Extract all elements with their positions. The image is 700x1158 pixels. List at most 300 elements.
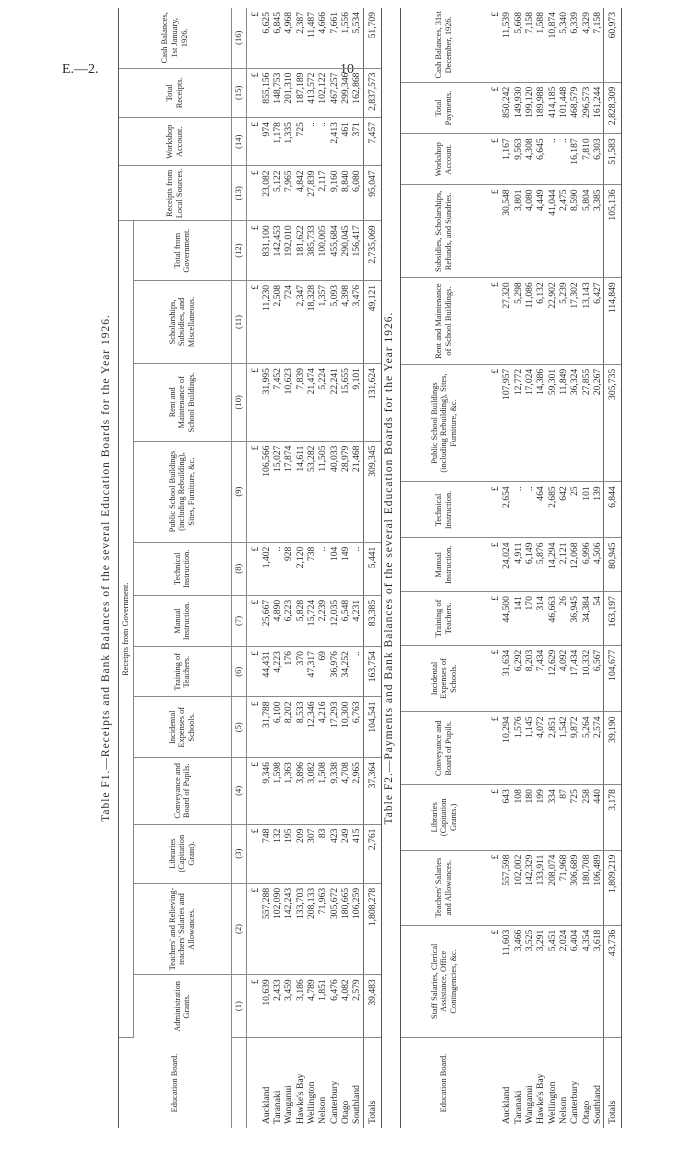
page-number: 10 bbox=[340, 62, 354, 77]
value-cell: 4,223 bbox=[272, 647, 283, 697]
value-cell: 36,324 bbox=[569, 364, 580, 482]
total-cell: 43,736 bbox=[604, 925, 622, 1037]
board-name: Nelson bbox=[557, 1096, 569, 1124]
value-cell: 107,957 bbox=[501, 364, 512, 482]
value-cell: 25 bbox=[569, 482, 580, 538]
f1-col-header: Receipts from Local Sources. bbox=[119, 166, 231, 221]
value-cell: 4,789 bbox=[306, 975, 317, 1038]
value-cell: 31,634 bbox=[501, 645, 512, 712]
value-cell: 13,143 bbox=[581, 278, 592, 365]
value-cell: 6,625 bbox=[261, 8, 272, 68]
value-cell: 7,839 bbox=[295, 364, 306, 442]
value-cell: 1,335 bbox=[283, 118, 294, 166]
value-cell: 415 bbox=[351, 824, 363, 883]
value-cell: .. bbox=[272, 542, 283, 595]
value-cell: 440 bbox=[592, 785, 604, 851]
value-cell: 17,874 bbox=[283, 441, 294, 542]
value-cell: 3,618 bbox=[592, 925, 604, 1037]
value-cell: 307 bbox=[306, 824, 317, 883]
value-cell: 371 bbox=[351, 118, 363, 166]
value-cell: 6,567 bbox=[592, 645, 604, 712]
value-cell: .. bbox=[317, 542, 328, 595]
value-cell: 189,988 bbox=[535, 82, 546, 134]
value-cell: 5,804 bbox=[581, 185, 592, 278]
currency-symbol: £ bbox=[246, 118, 261, 166]
board-name: Canterbury bbox=[328, 1080, 340, 1124]
value-cell: 3,466 bbox=[513, 925, 524, 1037]
value-cell: 1,167 bbox=[501, 134, 512, 185]
board-name: Wanganui bbox=[283, 1085, 295, 1124]
f1-col-header: Manual Instruction. bbox=[133, 595, 231, 646]
currency-symbol: £ bbox=[246, 8, 261, 68]
currency-symbol: £ bbox=[246, 166, 261, 221]
value-cell: 44,431 bbox=[261, 647, 272, 697]
value-cell: 7,452 bbox=[272, 364, 283, 442]
total-cell: 5,441 bbox=[363, 542, 381, 595]
value-cell: 306,689 bbox=[569, 850, 580, 925]
f2-col-header: Cash Balances, 31st December, 1926. bbox=[401, 8, 487, 82]
value-cell: 8,202 bbox=[283, 697, 294, 758]
value-cell: 20,267 bbox=[592, 364, 604, 482]
currency-symbol: £ bbox=[487, 82, 501, 134]
total-cell: 95,047 bbox=[363, 166, 381, 221]
value-cell: 5,340 bbox=[558, 8, 569, 82]
f2-col-header: Conveyance and Board of Pupils. bbox=[401, 712, 487, 785]
f1-col-header: Conveyance and Board of Pupils. bbox=[133, 758, 231, 825]
value-cell: 4,968 bbox=[283, 8, 294, 68]
value-cell: 180,708 bbox=[581, 850, 592, 925]
board-name: Southland bbox=[351, 1085, 363, 1124]
f1-col-header: Incidental Expenses of Schools. bbox=[133, 697, 231, 758]
value-cell: 2,387 bbox=[295, 8, 306, 68]
value-cell: 9,872 bbox=[569, 712, 580, 785]
table-row bbox=[317, 8, 328, 1128]
value-cell: 7,661 bbox=[329, 8, 340, 68]
currency-symbol: £ bbox=[487, 134, 501, 185]
value-cell: 199 bbox=[535, 785, 546, 851]
f2-col-header: Public School Buildings (including Rebuilding), Sites, Furniture, &c. bbox=[401, 364, 487, 482]
table-f1-title: Table F1.—Receipts and Bank Balances of the several Education Boards for the Year 1926. bbox=[100, 314, 112, 822]
value-cell: 31,995 bbox=[261, 364, 272, 442]
column-number: (9) bbox=[231, 441, 246, 542]
value-cell: 83 bbox=[317, 824, 328, 883]
value-cell: 2,121 bbox=[558, 538, 569, 592]
value-cell: 6,132 bbox=[535, 278, 546, 365]
value-cell: 4,398 bbox=[340, 280, 351, 363]
value-cell: 724 bbox=[283, 280, 294, 363]
total-cell: 49,121 bbox=[363, 280, 381, 363]
value-cell: 1,145 bbox=[524, 712, 535, 785]
total-cell: 1,809,219 bbox=[604, 850, 622, 925]
board-name: Taranaki bbox=[512, 1090, 524, 1124]
currency-row bbox=[487, 8, 501, 1128]
currency-symbol: £ bbox=[487, 850, 501, 925]
value-cell: .. bbox=[524, 482, 535, 538]
table-row bbox=[524, 8, 535, 1128]
currency-symbol: £ bbox=[487, 645, 501, 712]
value-cell: 725 bbox=[569, 785, 580, 851]
value-cell: 6,476 bbox=[329, 975, 340, 1038]
value-cell: 1,357 bbox=[317, 280, 328, 363]
table-row bbox=[558, 8, 569, 1128]
currency-symbol: £ bbox=[246, 883, 261, 974]
f2-col-header: Technical Instruction. bbox=[401, 482, 487, 538]
value-cell: 180 bbox=[524, 785, 535, 851]
currency-symbol: £ bbox=[246, 364, 261, 442]
total-cell: 7,457 bbox=[363, 118, 381, 166]
value-cell: 2,685 bbox=[547, 482, 558, 538]
value-cell: 148,753 bbox=[272, 68, 283, 118]
value-cell: 22,902 bbox=[547, 278, 558, 365]
value-cell: 181,622 bbox=[295, 221, 306, 281]
report-code: E.—2. bbox=[62, 62, 99, 77]
value-cell: 557,288 bbox=[261, 883, 272, 974]
value-cell: 5,451 bbox=[547, 925, 558, 1037]
table-row bbox=[340, 8, 351, 1128]
column-number: (4) bbox=[231, 758, 246, 825]
total-cell: 2,828,309 bbox=[604, 82, 622, 134]
value-cell: 413,572 bbox=[306, 68, 317, 118]
value-cell: 2,024 bbox=[558, 925, 569, 1037]
value-cell: 5,093 bbox=[329, 280, 340, 363]
value-cell: 17,302 bbox=[569, 278, 580, 365]
value-cell: 7,965 bbox=[283, 166, 294, 221]
f1-col-header: Public School Buildings (including Rebuilding), Sites, Furniture, &c. bbox=[133, 441, 231, 542]
value-cell: 385,733 bbox=[306, 221, 317, 281]
value-cell: 40,033 bbox=[329, 441, 340, 542]
value-cell: 12,772 bbox=[513, 364, 524, 482]
value-cell: .. bbox=[513, 482, 524, 538]
total-cell: 80,945 bbox=[604, 538, 622, 592]
f1-col-header: Scholarships, Subsidies, and Miscellaneous. bbox=[133, 280, 231, 363]
value-cell: 2,117 bbox=[317, 166, 328, 221]
value-cell: 2,239 bbox=[317, 595, 328, 646]
column-number: (13) bbox=[231, 166, 246, 221]
column-number: (16) bbox=[231, 8, 246, 68]
value-cell: 7,434 bbox=[535, 645, 546, 712]
value-cell: 5,224 bbox=[317, 364, 328, 442]
total-cell: 104,677 bbox=[604, 645, 622, 712]
value-cell: 8,840 bbox=[340, 166, 351, 221]
value-cell: 36,945 bbox=[569, 592, 580, 646]
value-cell: 5,876 bbox=[535, 538, 546, 592]
value-cell: 1,598 bbox=[272, 758, 283, 825]
board-name: Otago bbox=[340, 1100, 352, 1124]
total-cell: 83,385 bbox=[363, 595, 381, 646]
value-cell: 12,035 bbox=[329, 595, 340, 646]
f2-col-header: Staff Salaries, Clerical Assistance, Office Contingencies, &c. bbox=[401, 925, 487, 1037]
board-name: Hawke's Bay bbox=[535, 1073, 547, 1124]
value-cell: 9,346 bbox=[261, 758, 272, 825]
value-cell: 5,298 bbox=[513, 278, 524, 365]
value-cell: 59,301 bbox=[547, 364, 558, 482]
f1-col-header: Education Board. bbox=[170, 1053, 179, 1113]
value-cell: 1,556 bbox=[340, 8, 351, 68]
table-row bbox=[581, 8, 592, 1128]
f1-col-header: Teachers' and Relieving-teachers' Salaries and Allowances. bbox=[133, 883, 231, 974]
total-cell: 51,583 bbox=[604, 134, 622, 185]
value-cell: 108 bbox=[513, 785, 524, 851]
f2-col-header: Libraries (Capitation Grants.) bbox=[401, 785, 487, 851]
value-cell: 27,320 bbox=[501, 278, 512, 365]
value-cell: 4,082 bbox=[340, 975, 351, 1038]
value-cell: 2,120 bbox=[295, 542, 306, 595]
value-cell: 10,874 bbox=[547, 8, 558, 82]
value-cell: 25,667 bbox=[261, 595, 272, 646]
currency-row bbox=[246, 8, 261, 1128]
currency-symbol: £ bbox=[246, 824, 261, 883]
value-cell: 27,839 bbox=[306, 166, 317, 221]
value-cell: 102,090 bbox=[272, 883, 283, 974]
value-cell: 201,310 bbox=[283, 68, 294, 118]
value-cell: 26 bbox=[558, 592, 569, 646]
value-cell: 11,505 bbox=[317, 441, 328, 542]
value-cell: 5,534 bbox=[351, 8, 363, 68]
value-cell: 2,579 bbox=[351, 975, 363, 1038]
total-cell: 39,190 bbox=[604, 712, 622, 785]
value-cell: 7,158 bbox=[592, 8, 604, 82]
value-cell: 139 bbox=[592, 482, 604, 538]
value-cell: 30,548 bbox=[501, 185, 512, 278]
currency-symbol: £ bbox=[246, 647, 261, 697]
value-cell: 855,156 bbox=[261, 68, 272, 118]
value-cell: 149 bbox=[340, 542, 351, 595]
total-cell: 37,364 bbox=[363, 758, 381, 825]
value-cell: 8,590 bbox=[569, 185, 580, 278]
column-number: (5) bbox=[231, 697, 246, 758]
value-cell: 467,257 bbox=[329, 68, 340, 118]
value-cell: 4,890 bbox=[272, 595, 283, 646]
value-cell: 162,868 bbox=[351, 68, 363, 118]
value-cell: 132 bbox=[272, 824, 283, 883]
value-cell: 1,851 bbox=[317, 975, 328, 1038]
value-cell: 1,576 bbox=[513, 712, 524, 785]
value-cell: 6,645 bbox=[535, 134, 546, 185]
value-cell: 2,347 bbox=[295, 280, 306, 363]
value-cell: 738 bbox=[306, 542, 317, 595]
value-cell: 299,346 bbox=[340, 68, 351, 118]
value-cell: 334 bbox=[547, 785, 558, 851]
board-name: Wellington bbox=[546, 1081, 558, 1124]
total-cell: 309,345 bbox=[363, 441, 381, 542]
value-cell: 11,487 bbox=[306, 8, 317, 68]
f1-col-header: Workshop Account. bbox=[119, 118, 231, 166]
currency-symbol: £ bbox=[487, 278, 501, 365]
value-cell: 4,216 bbox=[317, 697, 328, 758]
currency-symbol: £ bbox=[246, 975, 261, 1038]
board-name: Wanganui bbox=[523, 1085, 535, 1124]
value-cell: 23,082 bbox=[261, 166, 272, 221]
table-f1 bbox=[118, 8, 382, 1128]
value-cell: 4,708 bbox=[340, 758, 351, 825]
f2-col-header: Education Board. bbox=[439, 1053, 449, 1113]
currency-symbol: £ bbox=[487, 8, 501, 82]
total-cell: 39,483 bbox=[363, 975, 381, 1038]
value-cell: 3,082 bbox=[306, 758, 317, 825]
board-name: Auckland bbox=[501, 1086, 513, 1124]
f1-col-header: Total Receipts. bbox=[119, 68, 231, 118]
value-cell: 6,149 bbox=[524, 538, 535, 592]
value-cell: 4,072 bbox=[535, 712, 546, 785]
value-cell: 28,979 bbox=[340, 441, 351, 542]
value-cell: 2,574 bbox=[592, 712, 604, 785]
value-cell: 468,579 bbox=[569, 82, 580, 134]
value-cell: 7,810 bbox=[581, 134, 592, 185]
f1-col-header: Technical Instruction. bbox=[133, 542, 231, 595]
table-row bbox=[295, 8, 306, 1128]
value-cell: 102,002 bbox=[513, 850, 524, 925]
currency-symbol: £ bbox=[246, 758, 261, 825]
f2-col-header: Workshop Account. bbox=[401, 134, 487, 185]
value-cell: 106,566 bbox=[261, 441, 272, 542]
value-cell: 87 bbox=[558, 785, 569, 851]
table-row bbox=[569, 8, 580, 1128]
value-cell: 557,598 bbox=[501, 850, 512, 925]
table-f2 bbox=[400, 8, 622, 1128]
total-cell: 305,735 bbox=[604, 364, 622, 482]
totals-row bbox=[604, 8, 622, 1128]
column-number: (2) bbox=[231, 883, 246, 974]
f1-col-header: Training of Teachers. bbox=[133, 647, 231, 697]
f1-col-header: Administration Grants. bbox=[172, 981, 192, 1032]
value-cell: 5,264 bbox=[581, 712, 592, 785]
value-cell: 1,178 bbox=[272, 118, 283, 166]
value-cell: 831,100 bbox=[261, 221, 272, 281]
value-cell: 161,244 bbox=[592, 82, 604, 134]
currency-symbol: £ bbox=[487, 592, 501, 646]
value-cell: 2,475 bbox=[558, 185, 569, 278]
table-row bbox=[283, 8, 294, 1128]
table-row bbox=[592, 8, 604, 1128]
value-cell: 6,339 bbox=[569, 8, 580, 82]
value-cell: 314 bbox=[535, 592, 546, 646]
f2-col-header: Teachers' Salaries and Allowances. bbox=[401, 850, 487, 925]
value-cell: 928 bbox=[283, 542, 294, 595]
board-name: Auckland bbox=[260, 1086, 272, 1124]
value-cell: 6,303 bbox=[592, 134, 604, 185]
value-cell: 106,489 bbox=[592, 850, 604, 925]
value-cell: 106,259 bbox=[351, 883, 363, 974]
value-cell: .. bbox=[306, 118, 317, 166]
value-cell: 455,684 bbox=[329, 221, 340, 281]
value-cell: 27,855 bbox=[581, 364, 592, 482]
value-cell: 3,896 bbox=[295, 758, 306, 825]
table-row bbox=[306, 8, 317, 1128]
value-cell: 17,434 bbox=[569, 645, 580, 712]
f2-col-header: Incidental Expenses of Schools. bbox=[401, 645, 487, 712]
board-name: Wellington bbox=[306, 1081, 318, 1124]
value-cell: 22,241 bbox=[329, 364, 340, 442]
value-cell: 850,242 bbox=[501, 82, 512, 134]
value-cell: .. bbox=[317, 118, 328, 166]
value-cell: 10,294 bbox=[501, 712, 512, 785]
value-cell: 16,187 bbox=[569, 134, 580, 185]
value-cell: 15,027 bbox=[272, 441, 283, 542]
table-row bbox=[272, 8, 283, 1128]
value-cell: 14,611 bbox=[295, 441, 306, 542]
value-cell: 170 bbox=[524, 592, 535, 646]
board-name: Southland bbox=[591, 1085, 603, 1124]
board-name: Otago bbox=[580, 1100, 592, 1124]
value-cell: 15,724 bbox=[306, 595, 317, 646]
value-cell: 8,203 bbox=[524, 645, 535, 712]
currency-symbol: £ bbox=[246, 542, 261, 595]
total-cell: 6,844 bbox=[604, 482, 622, 538]
column-number: (14) bbox=[231, 118, 246, 166]
column-number: (10) bbox=[231, 364, 246, 442]
value-cell: 142,329 bbox=[524, 850, 535, 925]
column-number: (3) bbox=[231, 824, 246, 883]
value-cell: 187,189 bbox=[295, 68, 306, 118]
value-cell: 11,849 bbox=[558, 364, 569, 482]
value-cell: 4,506 bbox=[592, 538, 604, 592]
column-number bbox=[231, 1038, 246, 1129]
value-cell: 1,588 bbox=[535, 8, 546, 82]
value-cell: 748 bbox=[261, 824, 272, 883]
value-cell: 11,230 bbox=[261, 280, 272, 363]
value-cell: 6,427 bbox=[592, 278, 604, 365]
value-cell: 142,243 bbox=[283, 883, 294, 974]
value-cell: 141 bbox=[513, 592, 524, 646]
value-cell: 176 bbox=[283, 647, 294, 697]
value-cell: 4,092 bbox=[558, 645, 569, 712]
column-number: (12) bbox=[231, 221, 246, 281]
value-cell: 34,384 bbox=[581, 592, 592, 646]
value-cell: 10,639 bbox=[261, 975, 272, 1038]
value-cell: 18,328 bbox=[306, 280, 317, 363]
value-cell: 4,842 bbox=[295, 166, 306, 221]
value-cell: 5,828 bbox=[295, 595, 306, 646]
value-cell: 3,525 bbox=[524, 925, 535, 1037]
value-cell: 208,074 bbox=[547, 850, 558, 925]
currency-symbol: £ bbox=[246, 68, 261, 118]
total-cell: 2,735,069 bbox=[363, 221, 381, 281]
currency-symbol: £ bbox=[487, 538, 501, 592]
value-cell: 11,603 bbox=[501, 925, 512, 1037]
value-cell: 6,845 bbox=[272, 8, 283, 68]
value-cell: 47,317 bbox=[306, 647, 317, 697]
table-row bbox=[351, 8, 363, 1128]
value-cell: 15,655 bbox=[340, 364, 351, 442]
value-cell: 414,185 bbox=[547, 82, 558, 134]
value-cell: 6,996 bbox=[581, 538, 592, 592]
total-cell: 163,754 bbox=[363, 647, 381, 697]
table-row bbox=[501, 8, 512, 1128]
value-cell: 12,629 bbox=[547, 645, 558, 712]
value-cell: 10,332 bbox=[581, 645, 592, 712]
value-cell: 9,563 bbox=[513, 134, 524, 185]
value-cell: 12,346 bbox=[306, 697, 317, 758]
value-cell: 974 bbox=[261, 118, 272, 166]
value-cell: 100,005 bbox=[317, 221, 328, 281]
total-cell: 60,973 bbox=[604, 8, 622, 82]
value-cell: 199,120 bbox=[524, 82, 535, 134]
value-cell: 21,468 bbox=[351, 441, 363, 542]
value-cell: 2,654 bbox=[501, 482, 512, 538]
value-cell: 6,100 bbox=[272, 697, 283, 758]
value-cell: 249 bbox=[340, 824, 351, 883]
column-number: (1) bbox=[231, 975, 246, 1038]
currency-symbol: £ bbox=[487, 712, 501, 785]
value-cell: 208,133 bbox=[306, 883, 317, 974]
value-cell: 17,024 bbox=[524, 364, 535, 482]
value-cell: 5,122 bbox=[272, 166, 283, 221]
value-cell: 8,533 bbox=[295, 697, 306, 758]
value-cell: .. bbox=[351, 647, 363, 697]
value-cell: 2,965 bbox=[351, 758, 363, 825]
f2-col-header: Manual Instruction. bbox=[401, 538, 487, 592]
value-cell: .. bbox=[351, 542, 363, 595]
